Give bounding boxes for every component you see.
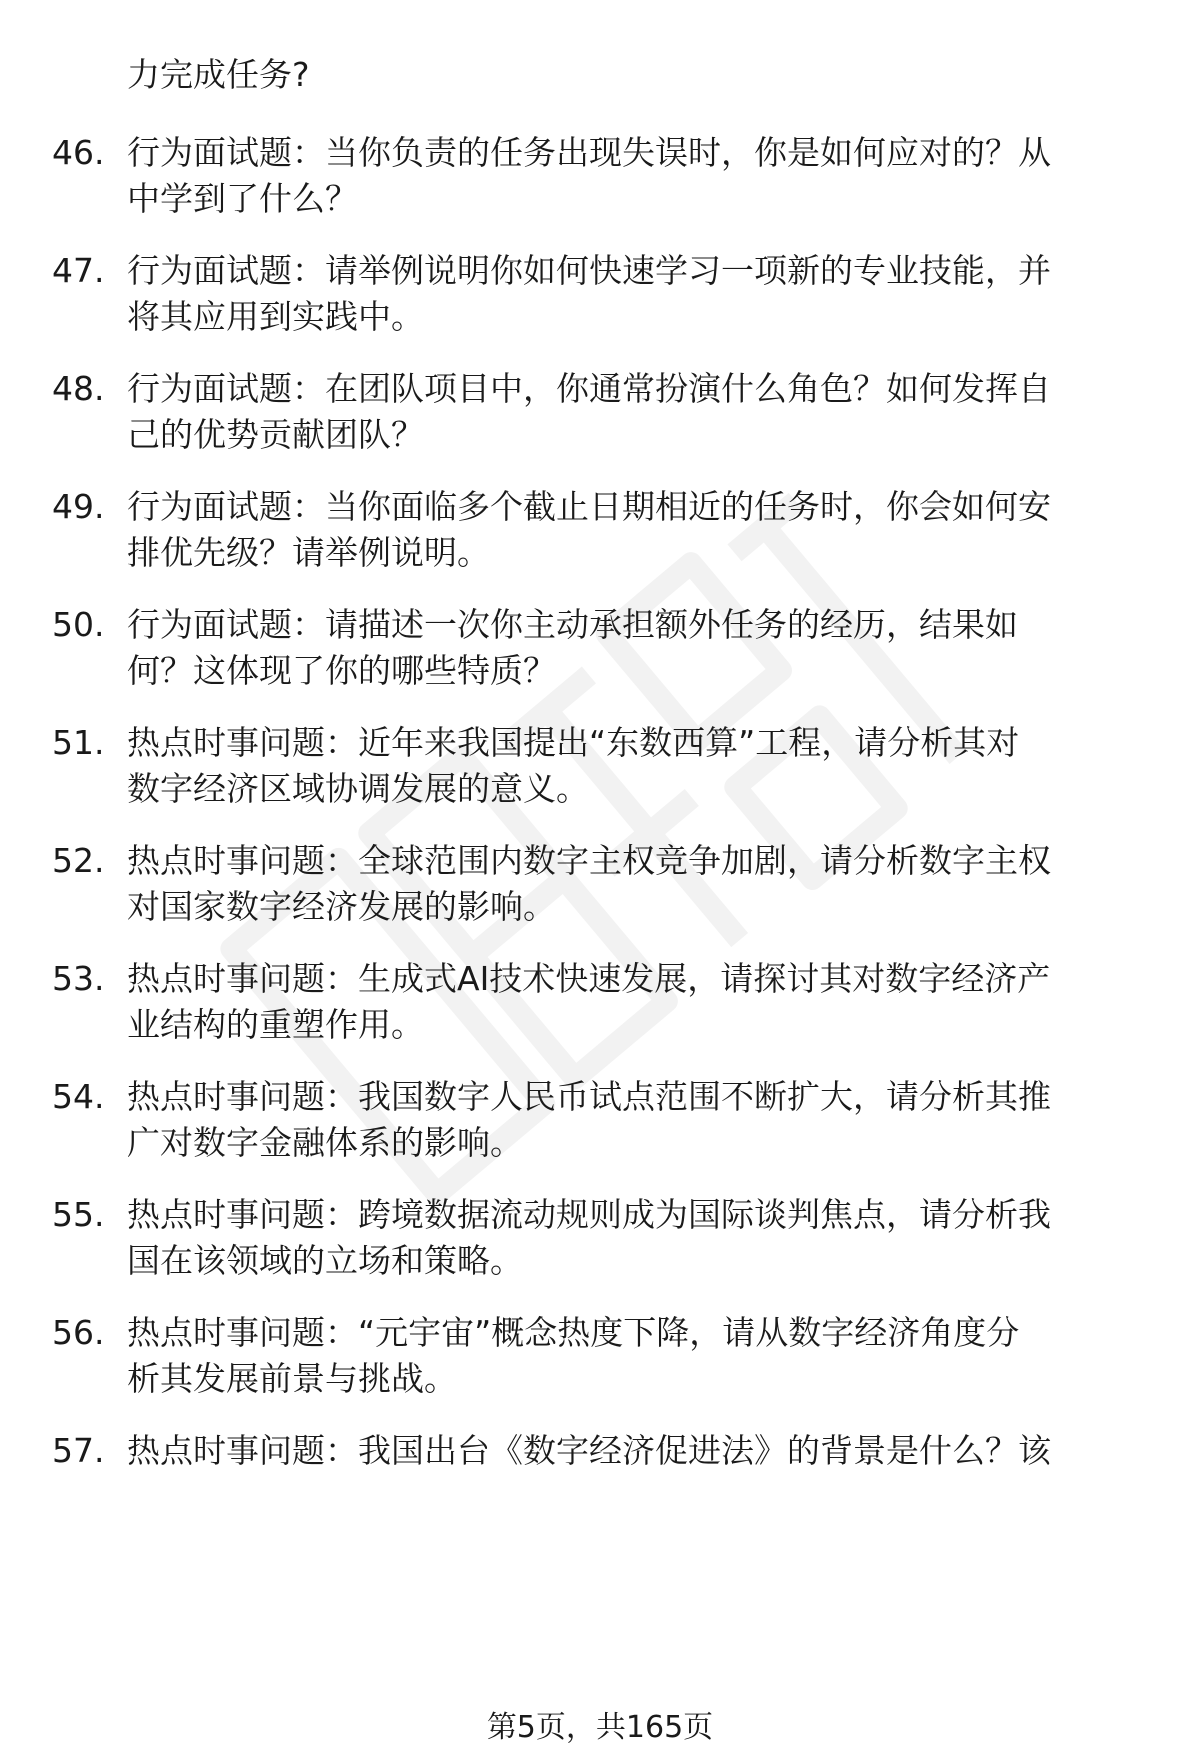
- page-footer: 第5页，共165页: [486, 1710, 714, 1745]
- question-line-2: 析其发展前景与挑战。: [127, 1359, 457, 1398]
- question-line-2: 何？这体现了你的哪些特质？: [127, 651, 556, 690]
- question-number: 51.: [52, 723, 105, 762]
- question-number: 47.: [52, 251, 105, 290]
- question-number: 48.: [52, 369, 105, 408]
- question-number: 52.: [52, 841, 105, 880]
- question-number: 50.: [52, 605, 105, 644]
- question-line-2: 国在该领域的立场和策略。: [127, 1241, 523, 1280]
- question-line-1: 热点时事问题：近年来我国提出“东数西算”工程，请分析其对: [127, 723, 1020, 762]
- question-line-1: 行为面试题：当你面临多个截止日期相近的任务时，你会如何安: [127, 487, 1051, 526]
- question-line-1: 行为面试题：请举例说明你如何快速学习一项新的专业技能，并: [127, 251, 1051, 290]
- question-line-2: 将其应用到实践中。: [127, 297, 424, 336]
- question-line-1: 热点时事问题：生成式AI技术快速发展，请探讨其对数字经济产: [127, 959, 1051, 998]
- question-line-2: 己的优势贡献团队？: [127, 415, 424, 454]
- question-line-1: 行为面试题：当你负责的任务出现失误时，你是如何应对的？从: [127, 133, 1051, 172]
- question-line-2: 中学到了什么？: [127, 179, 358, 218]
- question-line-2: 数字经济区域协调发展的意义。: [127, 769, 589, 808]
- question-number: 53.: [52, 959, 105, 998]
- question-number: 56.: [52, 1313, 105, 1352]
- question-line-2: 业结构的重塑作用。: [127, 1005, 424, 1044]
- question-number: 54.: [52, 1077, 105, 1116]
- question-line-2: 广对数字金融体系的影响。: [127, 1123, 523, 1162]
- question-number: 49.: [52, 487, 105, 526]
- question-line-1: 热点时事问题：全球范围内数字主权竞争加剧，请分析数字主权: [127, 841, 1051, 880]
- continuation-text: 力完成任务?: [127, 55, 310, 94]
- question-line-1: 热点时事问题：我国出台《数字经济促进法》的背景是什么？该: [127, 1431, 1051, 1470]
- question-line-1: 热点时事问题：跨境数据流动规则成为国际谈判焦点，请分析我: [127, 1195, 1051, 1234]
- question-line-1: 行为面试题：在团队项目中，你通常扮演什么角色？如何发挥自: [127, 369, 1051, 408]
- question-number: 46.: [52, 133, 105, 172]
- question-number: 55.: [52, 1195, 105, 1234]
- question-line-1: 行为面试题：请描述一次你主动承担额外任务的经历，结果如: [127, 605, 1018, 644]
- question-line-1: 热点时事问题：“元宇宙”概念热度下降，请从数字经济角度分: [127, 1313, 1020, 1352]
- question-number: 57.: [52, 1431, 105, 1470]
- question-line-1: 热点时事问题：我国数字人民币试点范围不断扩大，请分析其推: [127, 1077, 1051, 1116]
- question-line-2: 对国家数字经济发展的影响。: [127, 887, 556, 926]
- question-line-2: 排优先级？请举例说明。: [127, 533, 490, 572]
